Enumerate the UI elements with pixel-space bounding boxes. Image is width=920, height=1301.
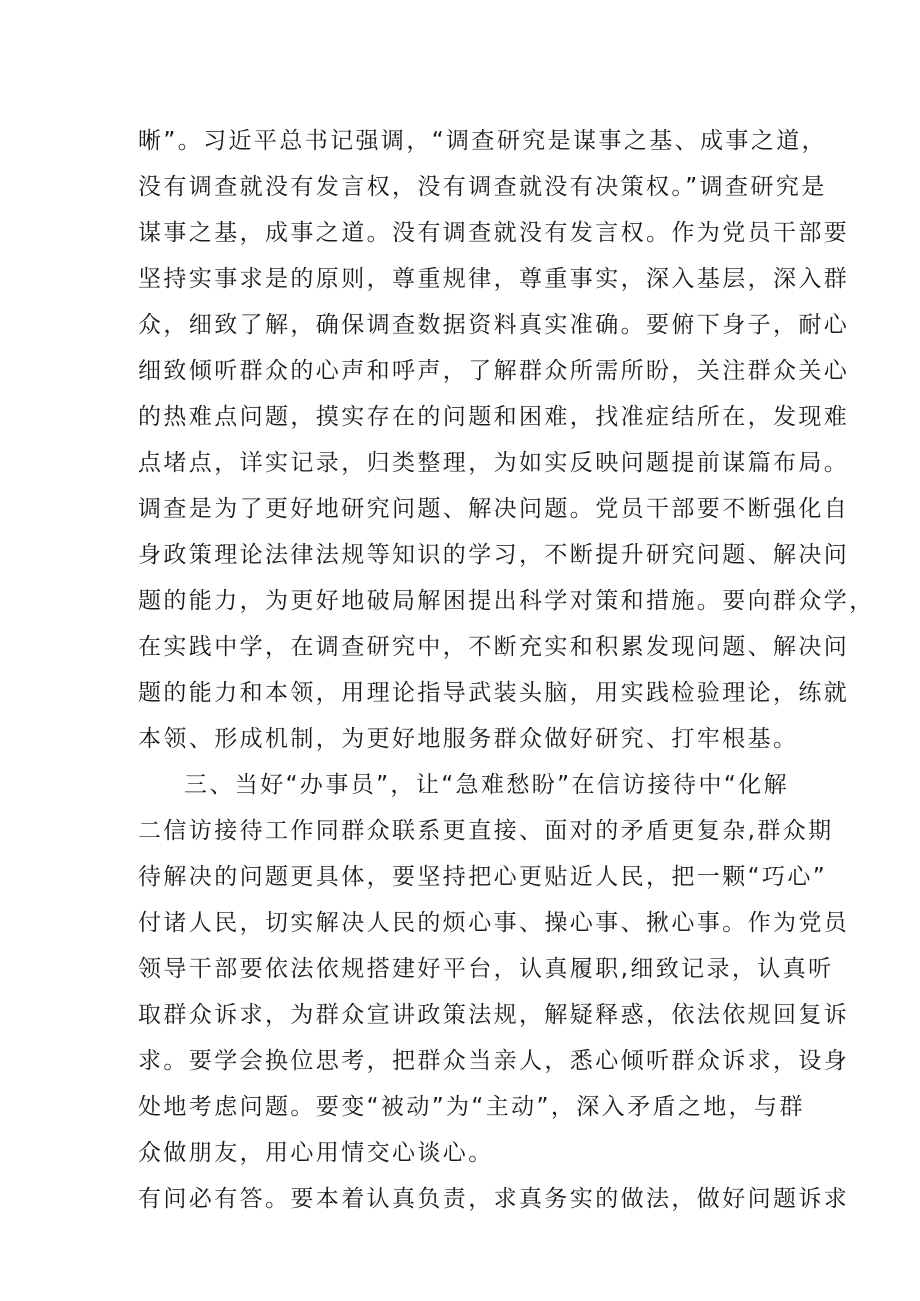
text-line: 点堵点，详实记录，归类整理，为如实反映问题提前谋篇布局。 — [138, 450, 850, 476]
text-line: 的热难点问题，摸实存在的问题和困难，找准症结所在，发现难 — [138, 404, 850, 430]
text-line: 二信访接待工作同群众联系更直接、面对的矛盾更复杂,群众期 — [138, 818, 834, 844]
text-line: 晰”。习近平总书记强调，“调查研究是谋事之基、成事之道， — [138, 128, 828, 154]
text-line: 取群众诉求，为群众宣讲政策法规，解疑释惑，依法依规回复诉 — [138, 1002, 850, 1028]
text-line: 本领、形成机制，为更好地服务群众做好研究、打牢根基。 — [138, 726, 799, 752]
text-line: 处地考虑问题。要变“被动”为“主动”，深入矛盾之地，与群 — [138, 1094, 805, 1120]
text-line: 领导干部要依法依规搭建好平台，认真履职,细致记录，认真听 — [138, 956, 834, 982]
text-line: 身政策理论法律法规等知识的学习，不断提升研究问题、解决问 — [138, 542, 850, 568]
text-line: 坚持实事求是的原则，尊重规律，尊重事实，深入基层，深入群 — [138, 266, 850, 292]
text-line: 付诸人民，切实解决人民的烦心事、操心事、揪心事。作为党员 — [138, 910, 850, 936]
text-line: 没有调查就没有发言权，没有调查就没有决策权。”调查研究是 — [138, 174, 827, 200]
text-line: 众做朋友，用心用情交心谈心。 — [138, 1140, 494, 1166]
text-line: 调查是为了更好地研究问题、解决问题。党员干部要不断强化自 — [138, 496, 850, 522]
text-line: 求。要学会换位思考，把群众当亲人，悉心倾听群众诉求，设身 — [138, 1048, 850, 1074]
section-heading: 三、当好“办事员”，让“急难愁盼”在信访接待中“化解 — [184, 772, 789, 798]
text-line: 有问必有答。要本着认真负责，求真务实的做法，做好问题诉求 — [138, 1186, 850, 1212]
text-line: 在实践中学，在调查研究中，不断充实和积累发现问题、解决问 — [138, 634, 850, 660]
text-line: 题的能力和本领，用理论指导武装头脑，用实践检验理论，练就 — [138, 680, 850, 706]
text-line: 题的能力，为更好地破局解困提出科学对策和措施。要向群众学， — [138, 588, 875, 614]
text-line: 众，细致了解，确保调查数据资料真实准确。要俯下身子，耐心 — [138, 312, 850, 338]
text-line: 待解决的问题更具体，要坚持把心更贴近人民，把一颗“巧心” — [138, 864, 828, 890]
text-line: 细致倾听群众的心声和呼声，了解群众所需所盼，关注群众关心 — [138, 358, 850, 384]
text-line: 谋事之基，成事之道。没有调查就没有发言权。作为党员干部要 — [138, 220, 850, 246]
